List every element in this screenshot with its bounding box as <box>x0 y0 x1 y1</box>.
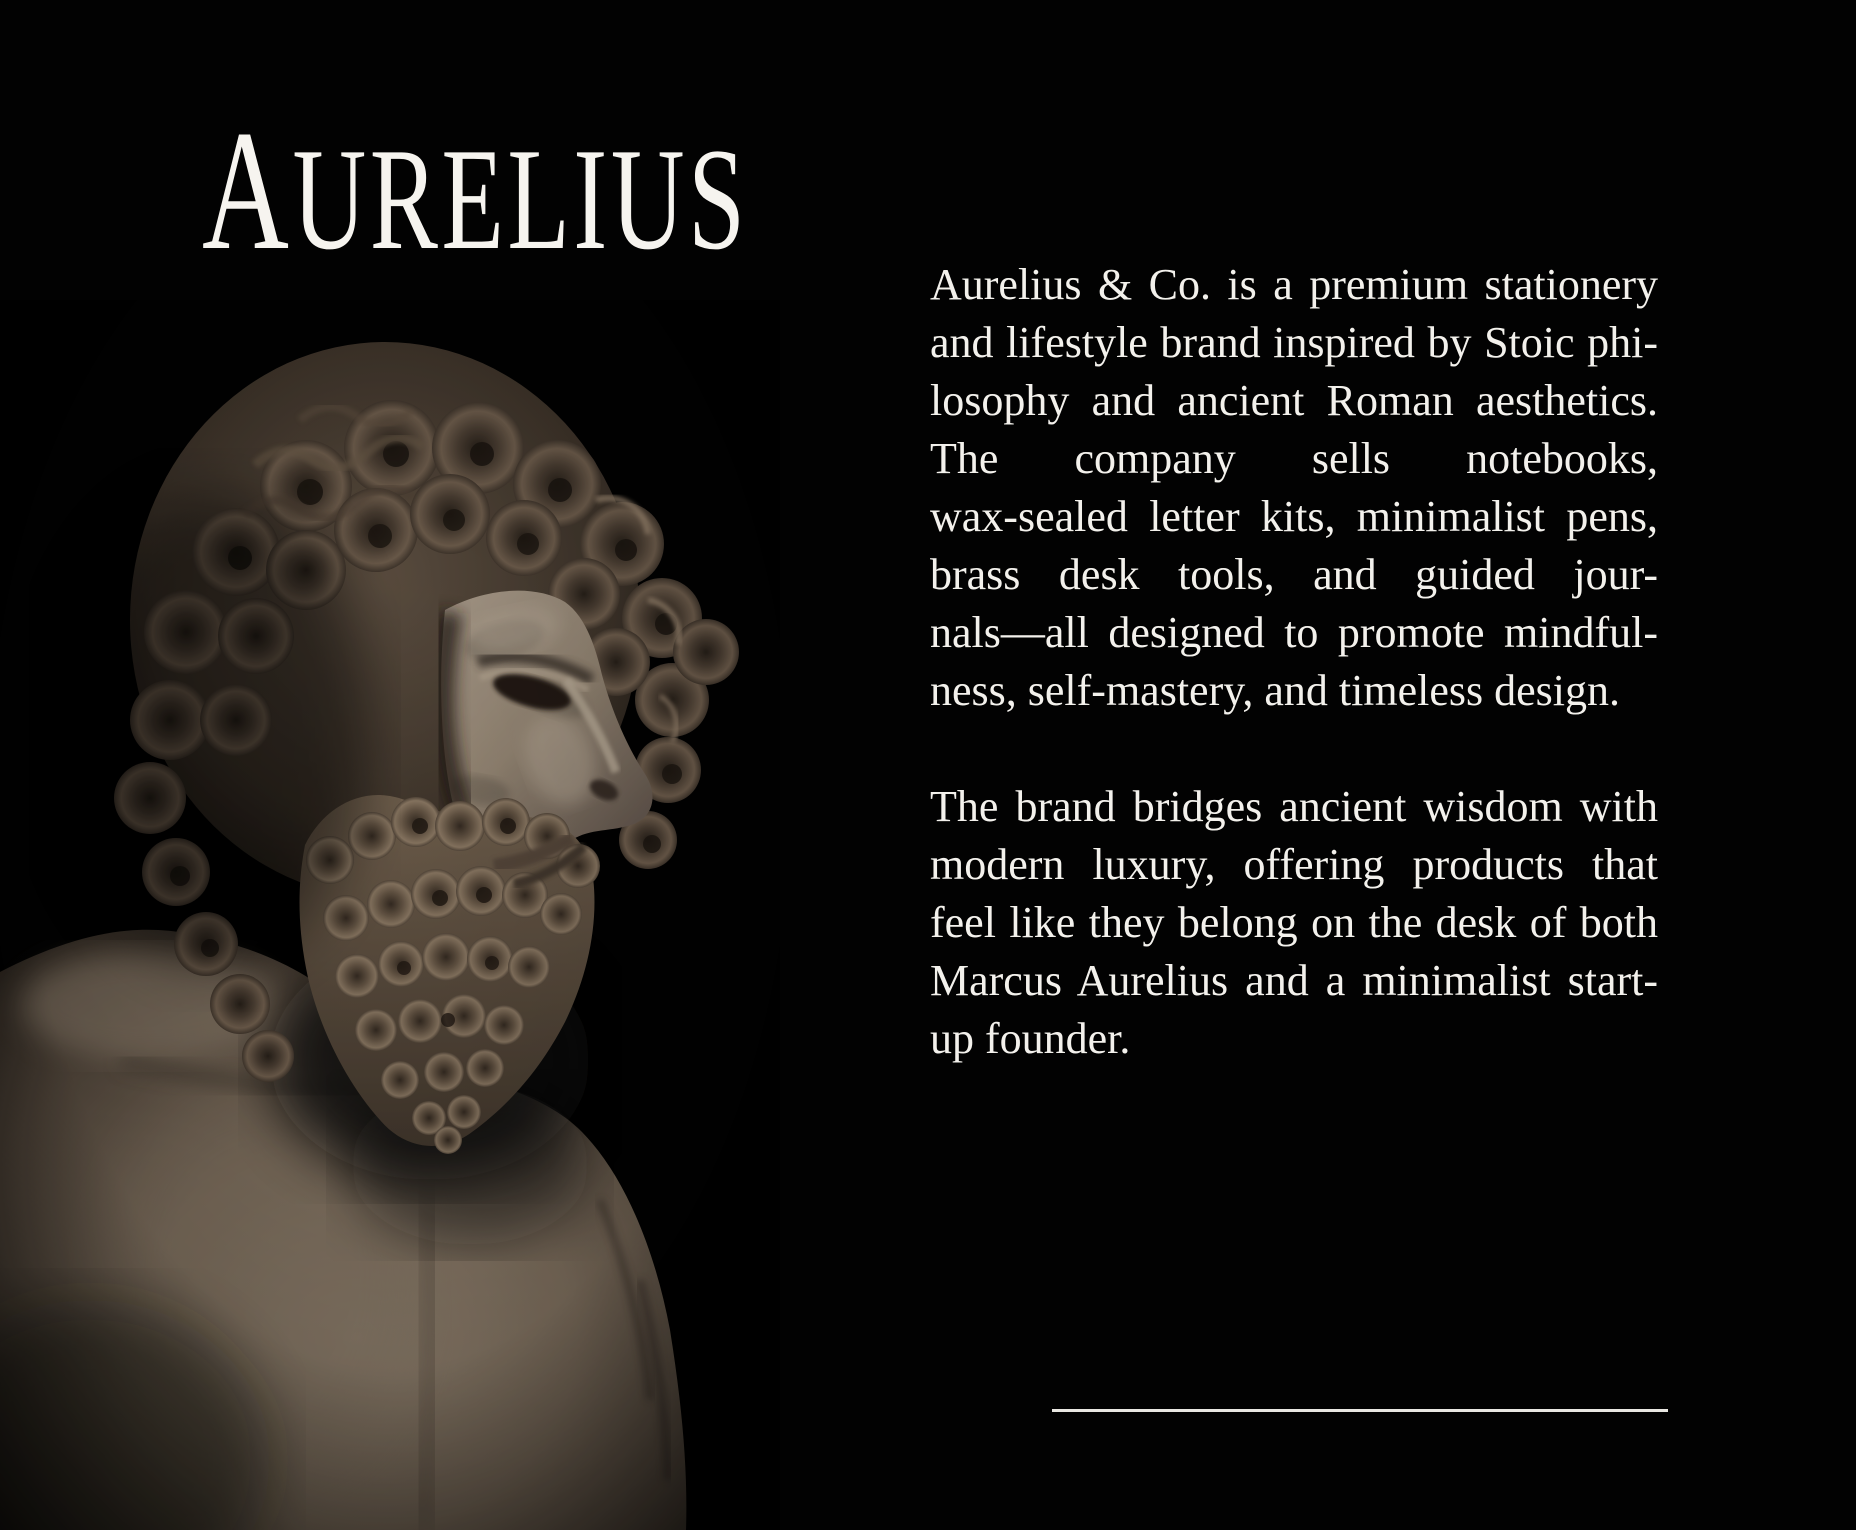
statue-image <box>0 300 780 1530</box>
text-line: and lifestyle brand inspired by Stoic phi- <box>930 318 1658 367</box>
text-line: The company sells notebooks, <box>930 434 1658 483</box>
text-line: Marcus Aurelius and a minimalist start- <box>930 956 1658 1005</box>
about-paragraph-2 <box>930 778 1658 1068</box>
divider-line <box>1052 1409 1668 1412</box>
brand-title-text <box>202 96 749 286</box>
text-line: The brand bridges ancient wisdom with <box>930 782 1658 831</box>
text-line: Aurelius & Co. is a premium stationery <box>930 260 1658 309</box>
about-paragraph-1 <box>930 256 1658 720</box>
text-line: losophy and ancient Roman aesthetics. <box>930 376 1658 425</box>
text-line: feel like they belong on the desk of both <box>930 898 1658 947</box>
text-line: nals—all designed to promote mindful- <box>930 608 1658 657</box>
brand-title <box>202 96 983 286</box>
brand-title-initial: A <box>202 96 293 286</box>
text-line: modern luxury, offering products that <box>930 840 1658 889</box>
about-text <box>930 256 1658 1068</box>
text-line: up founder. <box>930 1014 1131 1063</box>
brand-title-rest: URELIUS <box>292 118 749 280</box>
text-line: brass desk tools, and guided jour- <box>930 550 1658 599</box>
text-line: wax-sealed letter kits, minimalist pens, <box>930 492 1658 541</box>
text-line: ness, self-mastery, and timeless design. <box>930 666 1620 715</box>
